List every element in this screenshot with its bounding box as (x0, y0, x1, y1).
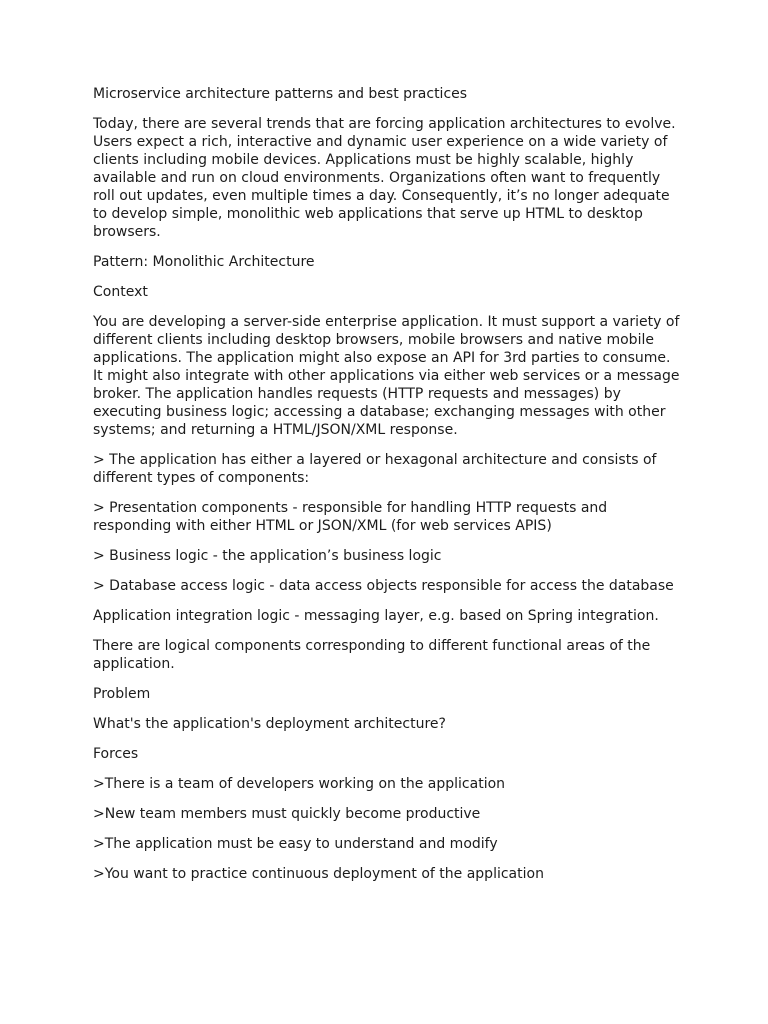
presentation-paragraph: > Presentation components - responsible for handling HTTP requests and responding with either HTML or JSON/XML (for web services APIS) (93, 500, 608, 534)
intro-paragraph: Today, there are several trends that are forcing application architectures to evolve. Users expect a rich, interactive and dynamic user experience on a wide variety of clients including mobile devices. Applications must be highly scalable, highly available and run on cloud environments. Organizations often want to frequently roll out updates, even multiple times a day. Consequently, it’s no longer adequate to develop simple, monolithic web applications that serve up HTML to desktop browsers. (93, 116, 676, 240)
integration-paragraph: Application integration logic - messaging layer, e.g. based on Spring integration. (93, 608, 659, 624)
business-logic-paragraph: > Business logic - the application’s business logic (93, 548, 442, 564)
problem-heading: Problem (93, 686, 151, 702)
force-item: >The application must be easy to understand and modify (93, 836, 498, 852)
problem-question: What's the application's deployment architecture? (93, 716, 446, 732)
forces-heading: Forces (93, 746, 139, 762)
document-page (93, 85, 683, 895)
functional-areas-paragraph: There are logical components corresponding to different functional areas of the application. (93, 638, 651, 672)
pattern-heading: Pattern: Monolithic Architecture (93, 254, 315, 270)
database-access-paragraph: > Database access logic - data access objects responsible for access the database (93, 578, 674, 594)
document-title: Microservice architecture patterns and best practices (93, 86, 468, 102)
force-item: >You want to practice continuous deployment of the application (93, 866, 544, 882)
components-paragraph: > The application has either a layered or hexagonal architecture and consists of different types of components: (93, 452, 657, 486)
force-item: >New team members must quickly become productive (93, 806, 481, 822)
context-heading: Context (93, 284, 148, 300)
force-item: >There is a team of developers working on the application (93, 776, 506, 792)
context-paragraph: You are developing a server-side enterprise application. It must support a variety of different clients including desktop browsers, mobile browsers and native mobile applications. The application might also expose an API for 3rd parties to consume. It might also integrate with other applications via either web services or a message broker. The application handles requests (HTTP requests and messages) by executing business logic; accessing a database; exchanging messages with other systems; and returning a HTML/JSON/XML response. (93, 314, 680, 438)
